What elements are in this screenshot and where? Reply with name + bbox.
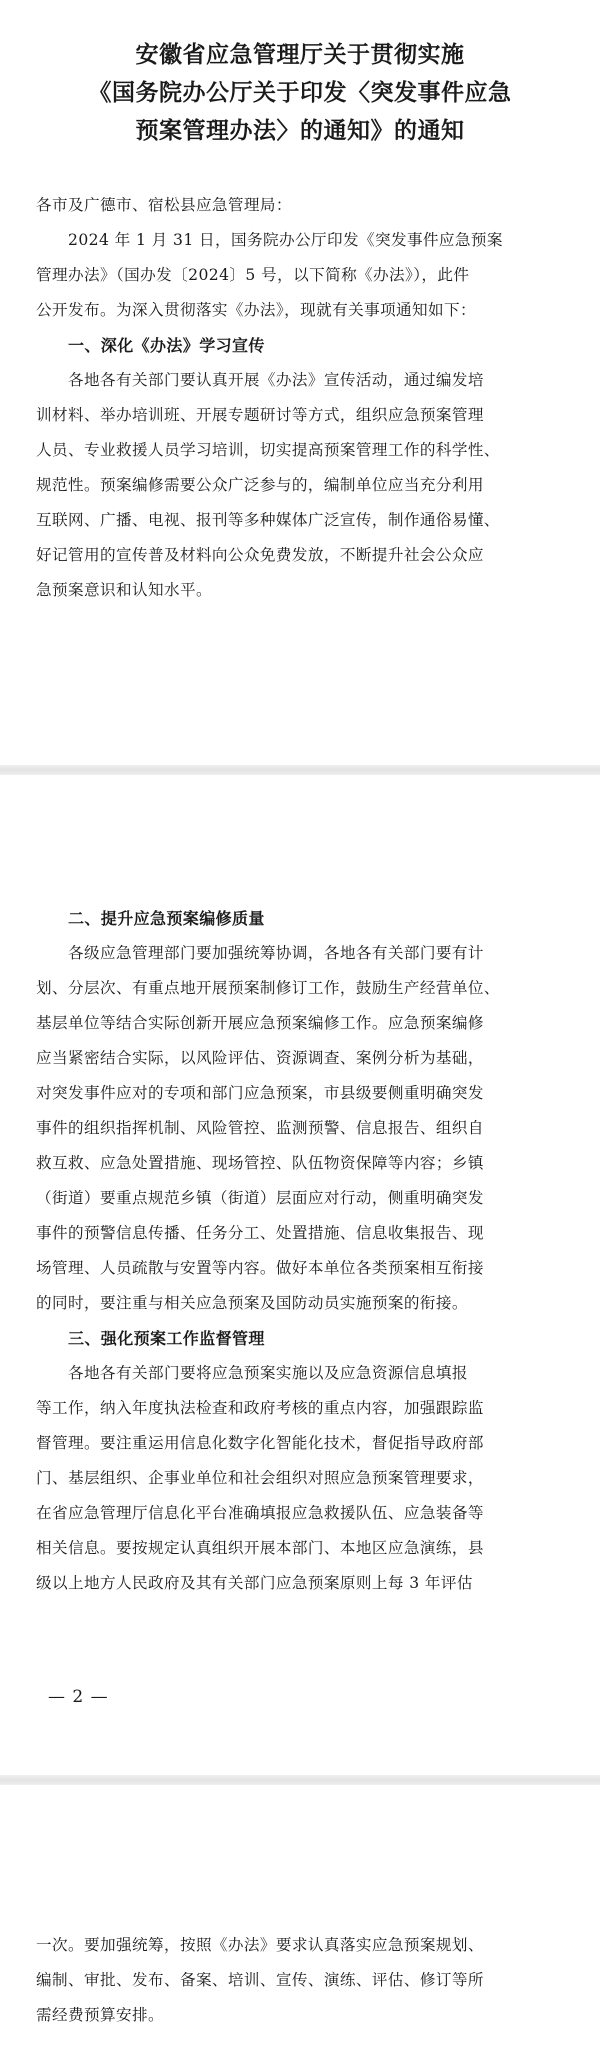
paragraph-line: 应当紧密结合实际，以风险评估、资源调查、案例分析为基础， — [36, 1049, 484, 1067]
intro-line: 公开发布。为深入贯彻落实《办法》，现就有关事项通知如下： — [36, 301, 477, 319]
paragraph-line: 各地各有关部门要将应急预案实施以及应急资源信息填报 — [68, 1364, 468, 1382]
document-page-3 — [0, 1795, 600, 2057]
document-page-2 — [0, 775, 600, 1785]
paragraph-line: 好记管用的宣传普及材料向公众免费发放，不断提升社会公众应 — [36, 546, 484, 564]
paragraph-line: 划、分层次、有重点地开展预案制修订工作，鼓励生产经营单位、 — [36, 979, 500, 997]
body-page-1 — [36, 188, 564, 608]
paragraph-line: 救互救、应急处置措施、现场管控、队伍物资保障等内容；乡镇 — [36, 1154, 484, 1172]
page-separator — [0, 765, 600, 775]
paragraph-line: 需经费预算安排。 — [36, 2006, 164, 2024]
paragraph-line: 各地各有关部门要认真开展《办法》宣传活动，通过编发培 — [68, 371, 484, 389]
paragraph-line: 事件的预警信息传播、任务分工、处置措施、信息收集报告、现 — [36, 1224, 484, 1242]
body-page-3 — [36, 1928, 564, 2033]
paragraph-line: 各级应急管理部门要加强统筹协调，各地各有关部门要有计 — [68, 944, 484, 962]
paragraph-line: 相关信息。要按规定认真组织开展本部门、本地区应急演练，县 — [36, 1539, 484, 1557]
paragraph-line: 人员、专业救援人员学习培训，切实提高预案管理工作的科学性、 — [36, 441, 500, 459]
title-line: 《国务院办公厅关于印发〈突发事件应急 — [88, 79, 512, 106]
paragraph-line: 对突发事件应对的专项和部门应急预案，市县级要侧重明确突发 — [36, 1084, 484, 1102]
intro-line: 管理办法》（国办发〔2024〕5 号，以下简称《办法》），此件 — [36, 266, 470, 284]
paragraph-line: 基层单位等结合实际创新开展应急预案编修工作。应急预案编修 — [36, 1014, 484, 1032]
paragraph-line: 场管理、人员疏散与安置等内容。做好本单位各类预案相互衔接 — [36, 1259, 484, 1277]
page-separator — [0, 1775, 600, 1785]
paragraph-line: 训材料、举办培训班、开展专题研讨等方式，组织应急预案管理 — [36, 406, 484, 424]
document-page-1 — [0, 0, 600, 765]
paragraph-line: 级以上地方人民政府及其有关部门应急预案原则上每 3 年评估 — [36, 1574, 473, 1592]
section-heading-2: 二、提升应急预案编修质量 — [68, 909, 265, 928]
section-heading-3: 三、强化预案工作监督管理 — [68, 1329, 265, 1348]
paragraph-line: 督管理。要注重运用信息化数字化智能化技术，督促指导政府部 — [36, 1434, 484, 1452]
section-heading-1: 一、深化《办法》学习宣传 — [68, 336, 265, 355]
paragraph-line: 编制、审批、发布、备案、培训、宣传、演练、评估、修订等所 — [36, 1971, 484, 1989]
title-line: 安徽省应急管理厅关于贯彻实施 — [135, 41, 465, 68]
paragraph-line: 等工作，纳入年度执法检查和政府考核的重点内容，加强跟踪监 — [36, 1399, 484, 1417]
paragraph-line: 互联网、广播、电视、报刊等多种媒体广泛宣传，制作通俗易懂、 — [36, 511, 500, 529]
paragraph-line: 的同时，要注重与相关应急预案及国防动员实施预案的衔接。 — [36, 1294, 468, 1312]
intro-line: 2024 年 1 月 31 日，国务院办公厅印发《突发事件应急预案 — [68, 231, 503, 249]
paragraph-line: 事件的组织指挥机制、风险管控、监测预警、信息报告、组织自 — [36, 1119, 484, 1137]
title-line: 预案管理办法〉的通知》的通知 — [135, 117, 465, 144]
recipient-line: 各市及广德市、宿松县应急管理局： — [36, 196, 292, 214]
body-page-2 — [36, 901, 564, 1601]
paragraph-line: 规范性。预案编修需要公众广泛参与的，编制单位应当充分利用 — [36, 476, 484, 494]
paragraph-line: 门、基层组织、企事业单位和社会组织对照应急预案管理要求， — [36, 1469, 484, 1487]
paragraph-line: 急预案意识和认知水平。 — [36, 581, 212, 599]
page-number: — 2 — — [48, 1687, 109, 1707]
document-title — [0, 36, 600, 150]
paragraph-line: 一次。要加强统筹，按照《办法》要求认真落实应急预案规划、 — [36, 1936, 484, 1954]
paragraph-line: （街道）要重点规范乡镇（街道）层面应对行动，侧重明确突发 — [36, 1189, 484, 1207]
paragraph-line: 在省应急管理厅信息化平台准确填报应急救援队伍、应急装备等 — [36, 1504, 484, 1522]
